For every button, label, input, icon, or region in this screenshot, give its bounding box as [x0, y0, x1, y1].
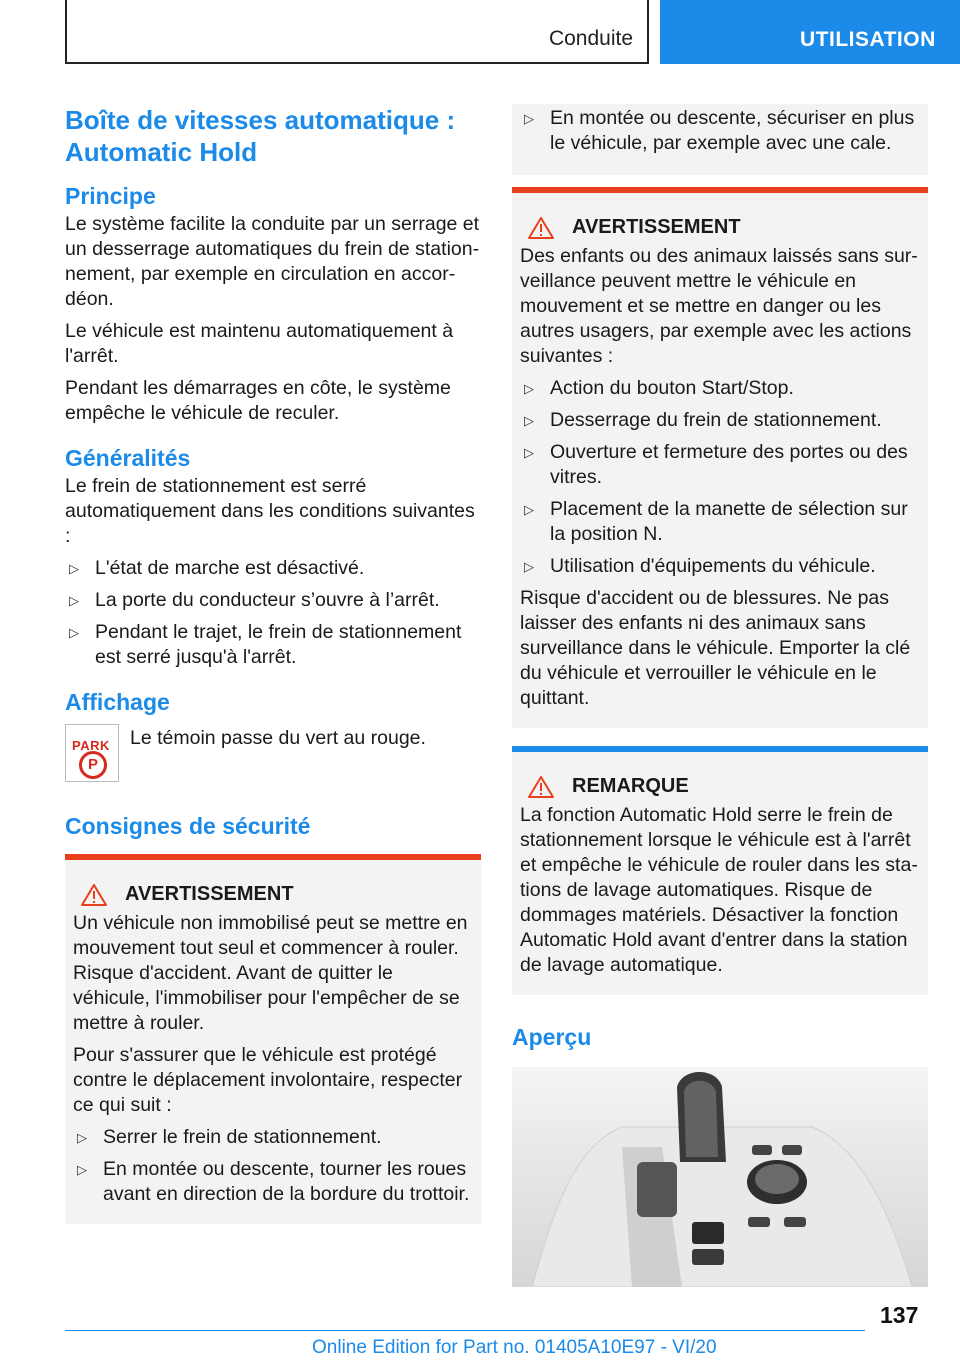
heading-consignes: Consignes de sécurité — [65, 813, 311, 839]
heading-generalites: Généralités — [65, 445, 191, 471]
warning-box — [65, 854, 481, 1224]
generalites-list — [65, 556, 481, 670]
continued-warning-box — [512, 104, 928, 175]
park-brake-indicator-icon — [65, 724, 119, 782]
park-icon-label: PARK — [72, 738, 110, 753]
list-item: ▷ Desserrage du frein de stationnement. — [520, 408, 920, 433]
list-item: ▷ Ouverture et fermeture des portes ou des vitres. — [520, 440, 920, 490]
warning-paragraph-2: Risque d'accident ou de blessures. Ne pas laisser des enfants ni des animaux sans surveillance dans le véhicule. Emporter la clé du véhicule et verrouiller le véhicule en le quittant. — [520, 587, 911, 709]
right-column — [512, 104, 928, 1287]
list-item: ▷ Utilisation d'équipements du véhicule. — [520, 554, 920, 579]
continued-list — [520, 106, 920, 156]
warning-paragraph-1: Des enfants ou des animaux laissés sans surveillance peuvent mettre le véhicule en mouvement et se mettre en danger ou les autres usagers, par exemple avec les actions suivantes : — [520, 245, 918, 367]
affichage-text: Le témoin passe du vert au rouge. — [130, 727, 426, 749]
header-chapter-tab — [660, 0, 960, 64]
heading-principe: Principe — [65, 183, 156, 209]
warning-title-row — [73, 882, 473, 907]
principe-paragraph-3: Pendant les démarrages en côte, le système empêche le véhicule de reculer. — [65, 377, 451, 424]
footer-edition: Online Edition for Part no. 01405A10E97 - VI/20 — [312, 1337, 717, 1358]
warning-triangle-icon — [528, 217, 554, 239]
heading-apercu: Aperçu — [512, 1024, 592, 1050]
warning-title: AVERTISSEMENT — [572, 216, 741, 238]
list-item: ▷ Action du bouton Start/Stop. — [520, 376, 920, 401]
list-item: ▷ En montée ou descente, sécuriser en plus le véhicule, par exemple avec une cale. — [520, 106, 920, 156]
park-icon-symbol: P — [79, 751, 107, 779]
principe-paragraph-2: Le véhicule est maintenu automatiquement à l'arrêt. — [65, 320, 454, 367]
list-item: ▷ Pendant le trajet, le frein de stationnement est serré jusqu'à l'arrêt. — [65, 620, 481, 670]
page-title: Boîte de vitesses automatique : Automatic Hold — [65, 105, 456, 167]
heading-affichage: Affichage — [65, 689, 170, 715]
footer-divider — [65, 1330, 865, 1331]
left-column — [65, 104, 481, 1224]
warning-paragraph-1: Un véhicule non immobilisé peut se mettre en mouvement tout seul et commencer à rouler. Risque d'accident. Avant de quitter le véhicule, l'immobiliser pour l'empêcher de se mettre à rouler. — [73, 912, 468, 1034]
warning-triangle-icon — [81, 884, 107, 906]
warning-paragraph-2: Pour s'assurer que le véhicule est protégé contre le déplacement involontaire, respecter ce qui suit : — [73, 1044, 463, 1116]
affichage-row — [65, 724, 481, 788]
note-title: REMARQUE — [572, 775, 689, 797]
note-triangle-icon — [528, 776, 554, 798]
generalites-paragraph: Le frein de stationnement est serré automatiquement dans les conditions suivantes : — [65, 475, 475, 547]
note-paragraph: La fonction Automatic Hold serre le frein de stationnement lorsque le véhicule est à l'arrêt et empêche le véhicule de rouler dans les stations de lavage automatiques. Risque de dommages matériels. Désactiver la fonction Automatic Hold avant d'entrer dans la station de lavage automatique. — [520, 804, 918, 976]
warning-list — [73, 1125, 473, 1207]
header-chapter-title: UTILISATION — [800, 28, 936, 51]
note-box — [512, 746, 928, 995]
list-item: ▷ Serrer le frein de stationnement. — [73, 1125, 473, 1150]
list-item: ▷ L'état de marche est désactivé. — [65, 556, 481, 581]
list-item: ▷ Placement de la manette de sélection sur la position N. — [520, 497, 920, 547]
warning-title-row — [520, 215, 920, 240]
list-item: ▷ En montée ou descente, tourner les roues avant en direction de la bordure du trottoir. — [73, 1157, 473, 1207]
page-header — [0, 0, 960, 66]
center-console-photo — [512, 1067, 928, 1287]
header-section-box — [65, 0, 649, 64]
principe-paragraph-1: Le système facilite la conduite par un serrage et un desserrage automatiques du frein de stationnement, par exemple en circulation en accordéon. — [65, 213, 480, 310]
note-title-row — [520, 774, 920, 799]
list-item: ▷ La porte du conducteur s’ouvre à l’arrêt. — [65, 588, 481, 613]
warning-box-children — [512, 187, 928, 728]
page-number: 137 — [880, 1302, 919, 1328]
warning-title: AVERTISSEMENT — [125, 883, 294, 905]
header-section-title: Conduite — [548, 27, 633, 50]
warning-list — [520, 376, 920, 579]
